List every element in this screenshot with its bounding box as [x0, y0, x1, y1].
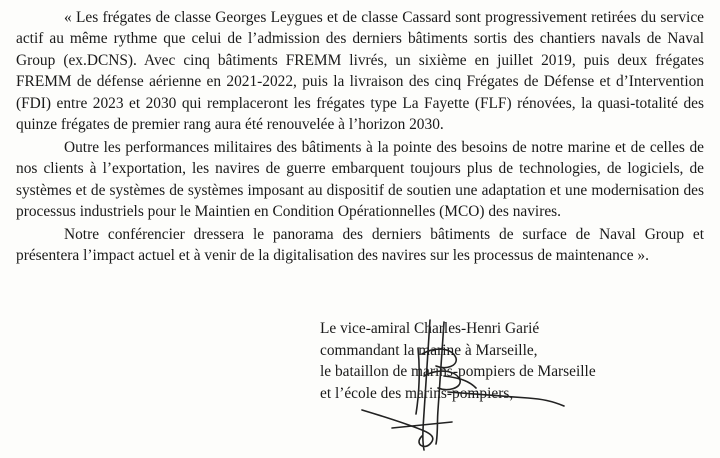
paragraph-2: Outre les performances militaires des bâtiments à la pointe des besoins de notre marine et de celles de nos clients à l’exportation, les navires de guerre embarquent toujours plus de technologies, de logiciels, de systèmes et de systèmes de systèmes imposant au dispositif de soutien une adaptation et une modernisation des processus industriels pour le Maintien en Condition Opérationnelles (MCO) des navires. [16, 139, 704, 221]
paragraph-3: Notre conférencier dressera le panorama des derniers bâtiments de surface de Naval Group et présentera l’impact actuel et à venir de la digitalisation des navires sur les processus de maintenance ». [16, 226, 704, 265]
signatory-name: Le vice-amiral Charles-Henri Garié [320, 320, 540, 337]
signatory-title-3: et l’école des marins-pompiers, [320, 384, 514, 402]
signatory-title-1: commandant la marine à Marseille, [320, 341, 538, 359]
signatory-title-2: le bataillon de marins-pompiers de Marseille [320, 363, 596, 381]
paragraph-1: « Les frégates de classe Georges Leygues et de classe Cassard sont progressivement retirées du service actif au même rythme que celui de l’admission des derniers bâtiments sortis des chantiers navals de Naval Group (ex.DCNS). Avec cinq bâtiments FREMM livrés, un sixième en juillet 2019, puis deux frégates FREMM de défense aérienne en 2021-2022, puis la livraison des cinq Frégates de Défense et d’Intervention (FDI) entre 2023 et 2030 qui remplaceront les frégates type La Fayette (FLF) rénovées, la quasi-totalité des quinze frégates de premier rang aura été renouvelée à l’horizon 2030. [16, 9, 704, 134]
signature-block [320, 318, 710, 404]
